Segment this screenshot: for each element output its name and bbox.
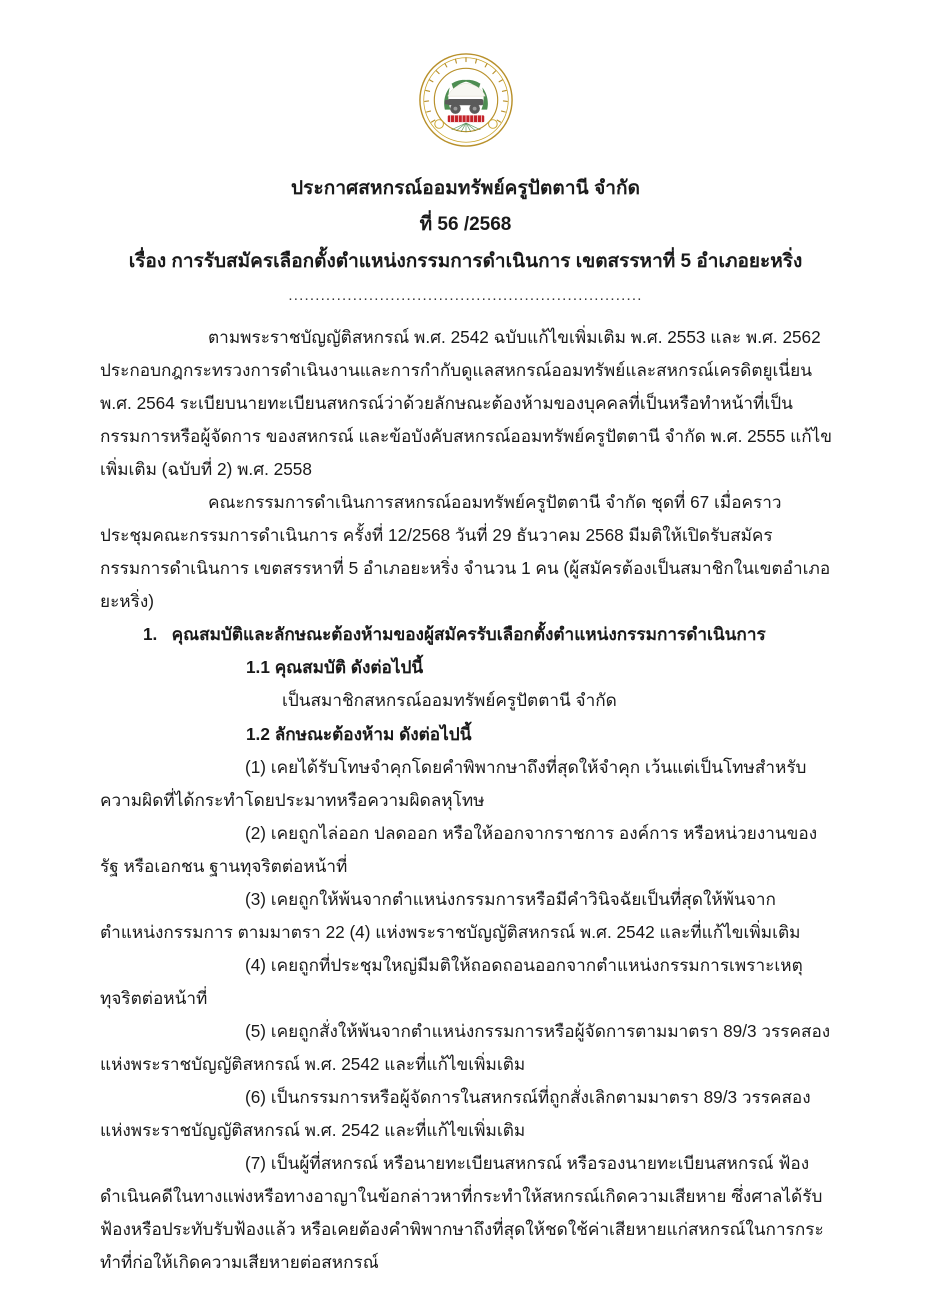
section-1-title: คุณสมบัติและลักษณะต้องห้ามของผู้สมัครรับเลือกตั้งตำแหน่งกรรมการดำเนินการ [171,624,766,645]
emblem-container [0,0,931,148]
section-1-number: 1. [143,624,158,645]
prohibition-item-4: (4) เคยถูกที่ประชุมใหญ่มีมติให้ถอดถอนออกจากตำแหน่งกรรมการเพราะเหตุทุจริตต่อหน้าที่ [100,954,803,1008]
prohibition-item-3: (3) เคยถูกให้พ้นจากตำแหน่งกรรมการหรือมีคำวินิจฉัยเป็นที่สุดให้พ้นจากตำแหน่งกรรมการ ตามมาตรา 22 (4) แห่งพระราชบัญญัติสหกรณ์ พ.ศ. 2542 และที่แก้ไขเพิ่มเติม [100,888,801,942]
subsection-1-2-title: ลักษณะต้องห้าม ดังต่อไปนี้ [274,723,472,744]
document-subject: เรื่อง การรับสมัครเลือกตั้งตำแหน่งกรรมการดำเนินการ เขตสรรหาที่ 5 อำเภอยะหริ่ง [128,250,803,272]
prohibition-item-2: (2) เคยถูกไล่ออก ปลดออก หรือให้ออกจากราชการ องค์การ หรือหน่วยงานของรัฐ หรือเอกชน ฐานทุจริตต่อหน้าที่ [100,822,818,876]
subsection-1-1-number: 1.1 [246,657,270,678]
subsection-1-1-title: คุณสมบัติ ดังต่อไปนี้ [274,657,424,678]
subsection-1-1-body: เป็นสมาชิกสหกรณ์ออมทรัพย์ครูปัตตานี จำกัด [282,690,617,711]
paragraph-board-resolution: คณะกรรมการดำเนินการสหกรณ์ออมทรัพย์ครูปัตตานี จำกัด ชุดที่ 67 เมื่อคราวประชุมคณะกรรมการดำเนินการ ครั้งที่ 12/2568 วันที่ 29 ธันวาคม 2568 มีมติให้เปิดรับสมัครกรรมการดำเนินการ เขตสรรหาที่ 5 อำเภอยะหริ่ง จำนวน 1 คน (ผู้สมัครต้องเป็นสมาชิกในเขตอำเภอยะหริ่ง) [100,492,831,612]
document-body [0,321,931,1278]
subsection-1-1-heading [100,651,833,684]
subsection-1-2-number: 1.2 [246,723,270,744]
subsection-1-2-heading [100,718,833,751]
prohibition-item-1: (1) เคยได้รับโทษจำคุกโดยคำพิพากษาถึงที่สุดให้จำคุก เว้นแต่เป็นโทษสำหรับความผิดที่ได้กระทำโดยประมาทหรือความผิดลหุโทษ [100,756,807,810]
section-1-heading [100,618,833,651]
document-number: ที่ 56 /2568 [419,214,512,236]
document-title: ประกาศสหกรณ์ออมทรัพย์ครูปัตตานี จำกัด [290,178,641,199]
prohibition-item-7: (7) เป็นผู้ที่สหกรณ์ หรือนายทะเบียนสหกรณ์ หรือรองนายทะเบียนสหกรณ์ ฟ้องดำเนินคดีในทางแพ่งหรือทางอาญาในข้อกล่าวหาที่กระทำให้สหกรณ์เกิดความเสียหาย ซึ่งศาลได้รับฟ้องหรือประทับรับฟ้องแล้ว หรือเคยต้องคำพิพากษาถึงที่สุดให้ชดใช้ค่าเสียหายแก่สหกรณ์ในการกระทำที่ก่อให้เกิดความเสียหายต่อสหกรณ์ [100,1152,824,1272]
prohibition-item-6: (6) เป็นกรรมการหรือผู้จัดการในสหกรณ์ที่ถูกสั่งเลิกตามมาตรา 89/3 วรรคสองแห่งพระราชบัญญัติสหกรณ์ พ.ศ. 2542 และที่แก้ไขเพิ่มเติม [100,1086,811,1140]
cooperative-seal-icon [418,52,514,148]
dotted-divider: .................................................................. [288,288,643,304]
paragraph-legal-basis: ตามพระราชบัญญัติสหกรณ์ พ.ศ. 2542 ฉบับแก้ไขเพิ่มเติม พ.ศ. 2553 และ พ.ศ. 2562 ประกอบกฎกระทรวงการดำเนินงานและการกำกับดูแลสหกรณ์ออมทรัพย์และสหกรณ์เครดิตยูเนี่ยน พ.ศ. 2564 ระเบียบนายทะเบียนสหกรณ์ว่าด้วยลักษณะต้องห้ามของบุคคลที่เป็นหรือทำหน้าที่เป็นกรรมการหรือผู้จัดการ ของสหกรณ์ และข้อบังคับสหกรณ์ออมทรัพย์ครูปัตตานี จำกัด พ.ศ. 2555 แก้ไขเพิ่มเติม (ฉบับที่ 2) พ.ศ. 2558 [100,327,833,480]
prohibition-item-5: (5) เคยถูกสั่งให้พ้นจากตำแหน่งกรรมการหรือผู้จัดการตามมาตรา 89/3 วรรคสองแห่งพระราชบัญญัติสหกรณ์ พ.ศ. 2542 และที่แก้ไขเพิ่มเติม [100,1020,831,1074]
